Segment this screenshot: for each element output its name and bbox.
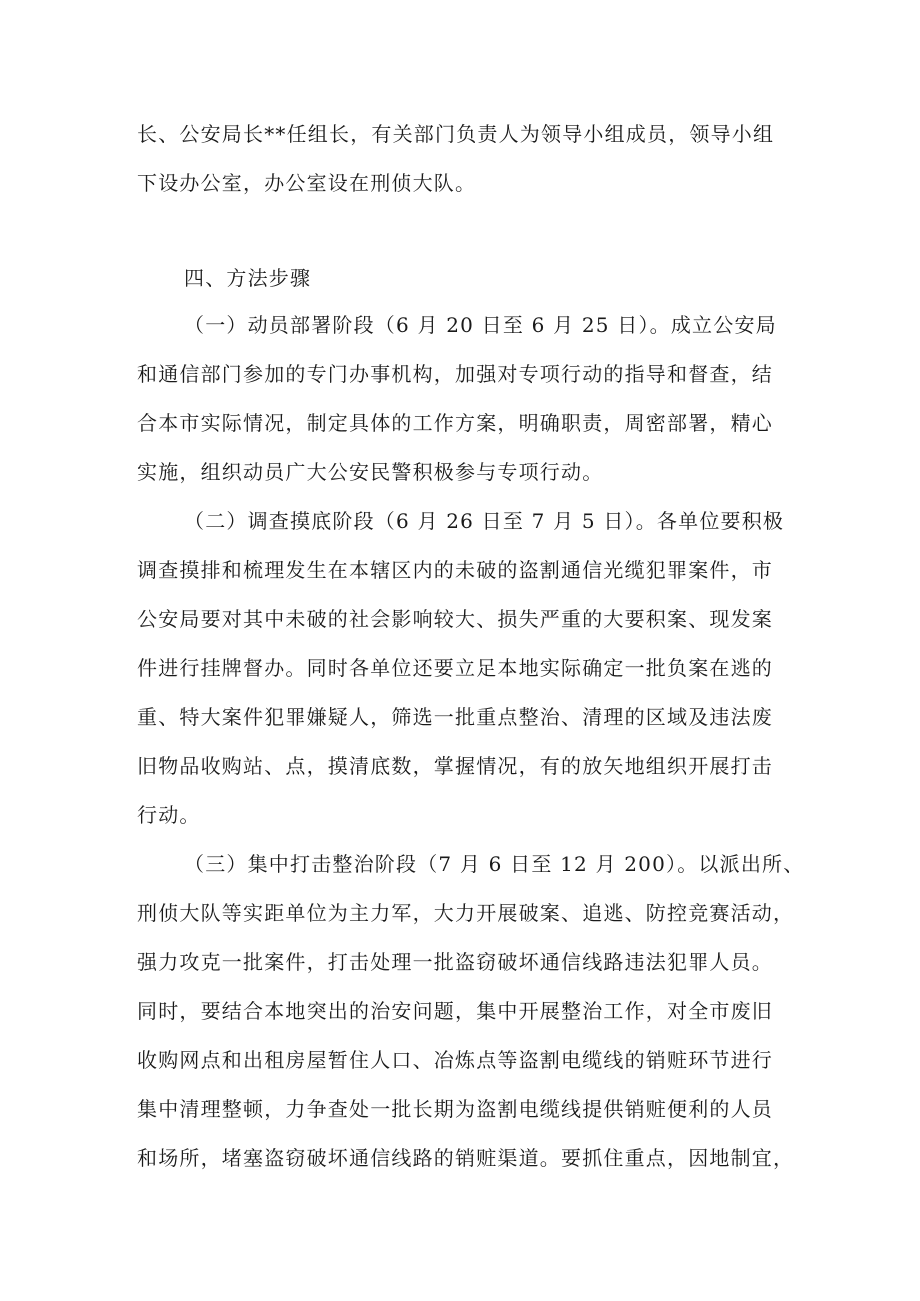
paragraph-line: （二）调查摸底阶段（6 月 26 日至 7 月 5 日）。各单位要积极 [184,509,785,533]
paragraph-line: 强力攻克一批案件，打击处理一批盗窃破坏通信线路违法犯罪人员。 [137,950,773,974]
paragraph-line: 重、特大案件犯罪嫌疑人，筛选一批重点整治、清理的区域及违法废 [137,705,773,729]
paragraph-line: 同时，要结合本地突出的治安问题，集中开展整治工作，对全市废旧 [137,999,773,1023]
text-line: 长、公安局长**任组长，有关部门负责人为领导小组成员，领导小组 [137,122,775,146]
paragraph-line: 合本市实际情况，制定具体的工作方案，明确职责，周密部署，精心 [137,411,773,435]
paragraph-line: 收购网点和出租房屋暂住人口、冶炼点等盗割电缆线的销赃环节进行 [137,1048,773,1072]
paragraph-line: 件进行挂牌督办。同时各单位还要立足本地实际确定一批负案在逃的 [137,656,773,680]
paragraph-line: 刑侦大队等实距单位为主力军，大力开展破案、追逃、防控竞赛活动， [137,901,795,925]
paragraph-line: 和通信部门参加的专门办事机构，加强对专项行动的指导和督查，结 [137,362,773,386]
paragraph-line: （一）动员部署阶段（6 月 20 日至 6 月 25 日）。成立公安局 [184,313,777,337]
paragraph-line: 行动。 [137,803,201,827]
paragraph-line: 旧物品收购站、点，摸清底数，掌握情况，有的放矢地组织开展打击 [137,754,773,778]
paragraph-line: （三）集中打击整治阶段（7 月 6 日至 12 月 200）。以派出所、 [184,852,805,876]
text-line: 下设办公室，办公室设在刑侦大队。 [137,171,477,195]
paragraph-line: 和场所，堵塞盗窃破坏通信线路的销赃渠道。要抓住重点，因地制宜， [137,1146,795,1170]
paragraph-line: 集中清理整顿，力争查处一批长期为盗割电缆线提供销赃便利的人员 [137,1097,773,1121]
paragraph-line: 实施，组织动员广大公安民警积极参与专项行动。 [137,460,604,484]
paragraph-line: 公安局要对其中未破的社会影响较大、损失严重的大要积案、现发案 [137,607,773,631]
section-heading: 四、方法步骤 [184,266,312,290]
paragraph-line: 调查摸排和梳理发生在本辖区内的未破的盗割通信光缆犯罪案件，市 [137,558,773,582]
